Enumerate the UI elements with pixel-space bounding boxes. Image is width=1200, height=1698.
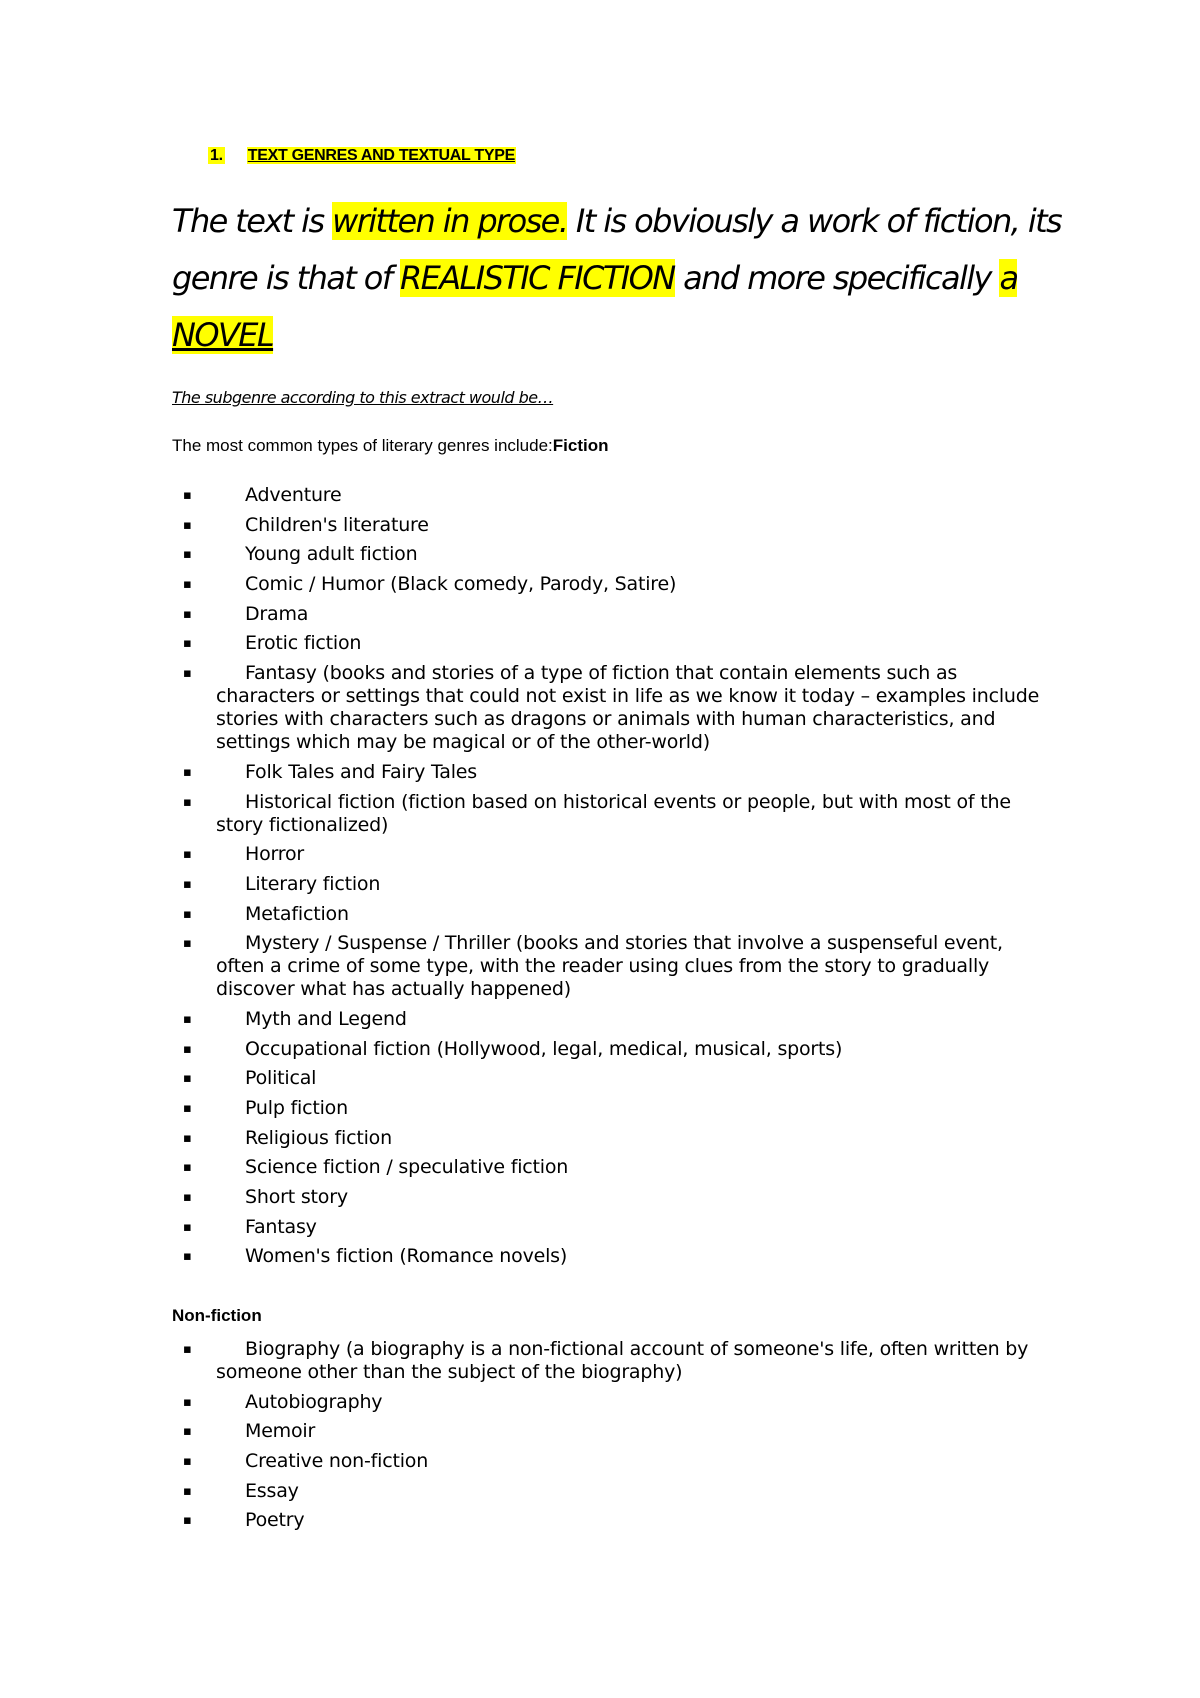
lead-highlight-article: a xyxy=(999,259,1018,297)
lead-text-2: It is obviously a work of fiction, its genre is that of xyxy=(172,202,1062,297)
list-item-text: Fantasy xyxy=(245,1215,317,1238)
list-item xyxy=(0,632,1200,655)
list-item-text: Erotic fiction xyxy=(245,632,362,655)
list-item-text: Mystery / Suspense / Thriller (books and stories that involve a suspenseful event, often a crime of some type, with the reader using clues from the story to gradually discover what has actually happened) xyxy=(216,932,1003,1001)
list-item-text: Essay xyxy=(245,1479,299,1502)
list-item-text: Poetry xyxy=(245,1509,305,1532)
list-item-text: Political xyxy=(245,1067,317,1090)
list-item xyxy=(0,1338,1200,1384)
bullet-icon: ▪ xyxy=(183,1011,192,1027)
list-item xyxy=(0,543,1200,566)
list-item xyxy=(0,873,1200,896)
list-item xyxy=(0,1008,1200,1031)
bullet-icon: ▪ xyxy=(183,1219,192,1235)
list-item xyxy=(0,843,1200,866)
list-item-text: Autobiography xyxy=(245,1390,383,1413)
genres-intro-text: The most common types of literary genres include: xyxy=(172,436,553,455)
fiction-genre-list xyxy=(0,484,1200,1275)
list-item xyxy=(0,1127,1200,1150)
lead-text-1: The text is xyxy=(172,202,333,240)
bullet-icon: ▪ xyxy=(183,1483,192,1499)
lead-paragraph xyxy=(172,193,1072,364)
list-item xyxy=(0,662,1200,754)
lead-highlight-prose: written in prose. xyxy=(332,202,568,240)
bullet-icon: ▪ xyxy=(183,876,192,892)
list-item xyxy=(0,1186,1200,1209)
lead-highlight-realistic-fiction: REALISTIC FICTION xyxy=(400,259,675,297)
list-item-text: Fantasy (books and stories of a type of fiction that contain elements such as characters or settings that could not exist in life as we know it today – examples include stories with characters such as dragons or animals with human characteristics, and settings which may be magical or of the other-world) xyxy=(216,662,1040,754)
heading-title: TEXT GENRES AND TEXTUAL TYPE xyxy=(247,147,515,164)
list-item xyxy=(0,573,1200,596)
list-item xyxy=(0,1509,1200,1532)
list-item-text: Women's fiction (Romance novels) xyxy=(245,1245,568,1268)
genres-intro xyxy=(172,436,609,456)
list-item-text: Science fiction / speculative fiction xyxy=(245,1156,569,1179)
list-item xyxy=(0,1450,1200,1473)
bullet-icon: ▪ xyxy=(183,606,192,622)
bullet-icon: ▪ xyxy=(183,1342,192,1357)
list-item-text: Short story xyxy=(245,1186,348,1209)
list-item xyxy=(0,1216,1200,1239)
bullet-icon: ▪ xyxy=(183,1249,192,1265)
list-item xyxy=(0,791,1200,837)
list-item-text: Creative non-fiction xyxy=(245,1450,429,1473)
bullet-icon: ▪ xyxy=(183,547,192,563)
list-item-text: Literary fiction xyxy=(245,872,381,895)
list-item xyxy=(0,484,1200,507)
list-item xyxy=(0,1067,1200,1090)
bullet-icon: ▪ xyxy=(183,636,192,652)
list-item-text: Comic / Humor (Black comedy, Parody, Satire) xyxy=(245,573,677,596)
bullet-icon: ▪ xyxy=(183,847,192,863)
list-item xyxy=(0,1391,1200,1414)
nonfiction-label: Non-fiction xyxy=(172,1306,262,1325)
heading-number: 1. xyxy=(210,147,223,164)
list-item xyxy=(0,1097,1200,1120)
list-item-text: Occupational fiction (Hollywood, legal, medical, musical, sports) xyxy=(245,1037,843,1060)
list-item xyxy=(0,1038,1200,1061)
bullet-icon: ▪ xyxy=(183,764,192,780)
bullet-icon: ▪ xyxy=(183,1130,192,1146)
bullet-icon: ▪ xyxy=(183,577,192,593)
bullet-icon: ▪ xyxy=(183,906,192,922)
bullet-icon: ▪ xyxy=(183,666,192,682)
bullet-icon: ▪ xyxy=(183,1424,192,1440)
list-item xyxy=(0,514,1200,537)
list-item-text: Adventure xyxy=(245,484,342,506)
list-item xyxy=(0,603,1200,626)
bullet-icon: ▪ xyxy=(183,936,192,952)
list-item-text: Myth and Legend xyxy=(245,1007,407,1030)
lead-text-3: and more specifically xyxy=(674,259,1000,297)
bullet-icon: ▪ xyxy=(183,517,192,533)
section-heading xyxy=(208,147,516,165)
bullet-icon: ▪ xyxy=(183,1071,192,1087)
list-item xyxy=(0,1245,1200,1268)
nonfiction-genre-list xyxy=(0,1338,1200,1539)
list-item-text: Religious fiction xyxy=(245,1126,392,1149)
bullet-icon: ▪ xyxy=(183,794,192,810)
list-item xyxy=(0,761,1200,784)
list-item-text: Drama xyxy=(245,602,309,625)
list-item xyxy=(0,1420,1200,1443)
list-item-text: Folk Tales and Fairy Tales xyxy=(245,760,477,783)
bullet-icon: ▪ xyxy=(183,1190,192,1206)
bullet-icon: ▪ xyxy=(183,1394,192,1410)
list-item-text: Pulp fiction xyxy=(245,1097,348,1119)
list-item xyxy=(0,1156,1200,1179)
list-item-text: Horror xyxy=(245,843,305,866)
bullet-icon: ▪ xyxy=(183,1101,192,1116)
subgenre-line: The subgenre according to this extract would be… xyxy=(172,388,554,407)
bullet-icon: ▪ xyxy=(183,1160,192,1176)
list-item xyxy=(0,903,1200,926)
bullet-icon: ▪ xyxy=(183,1454,192,1470)
bullet-icon: ▪ xyxy=(183,1513,192,1529)
list-item-text: Biography (a biography is a non-fictional account of someone's life, often written by someone other than the subject of the biography) xyxy=(216,1338,1029,1383)
list-item-text: Children's literature xyxy=(245,513,429,536)
bullet-icon: ▪ xyxy=(183,488,192,503)
fiction-label: Fiction xyxy=(552,436,609,455)
list-item-text: Metafiction xyxy=(245,902,349,925)
list-item xyxy=(0,932,1200,1001)
list-item-text: Historical fiction (fiction based on historical events or people, but with most of the story fictionalized) xyxy=(216,790,1011,836)
list-item-text: Memoir xyxy=(245,1420,316,1443)
list-item-text: Young adult fiction xyxy=(245,543,418,566)
lead-highlight-novel: NOVEL xyxy=(172,316,274,354)
list-item xyxy=(0,1480,1200,1503)
bullet-icon: ▪ xyxy=(183,1041,192,1057)
